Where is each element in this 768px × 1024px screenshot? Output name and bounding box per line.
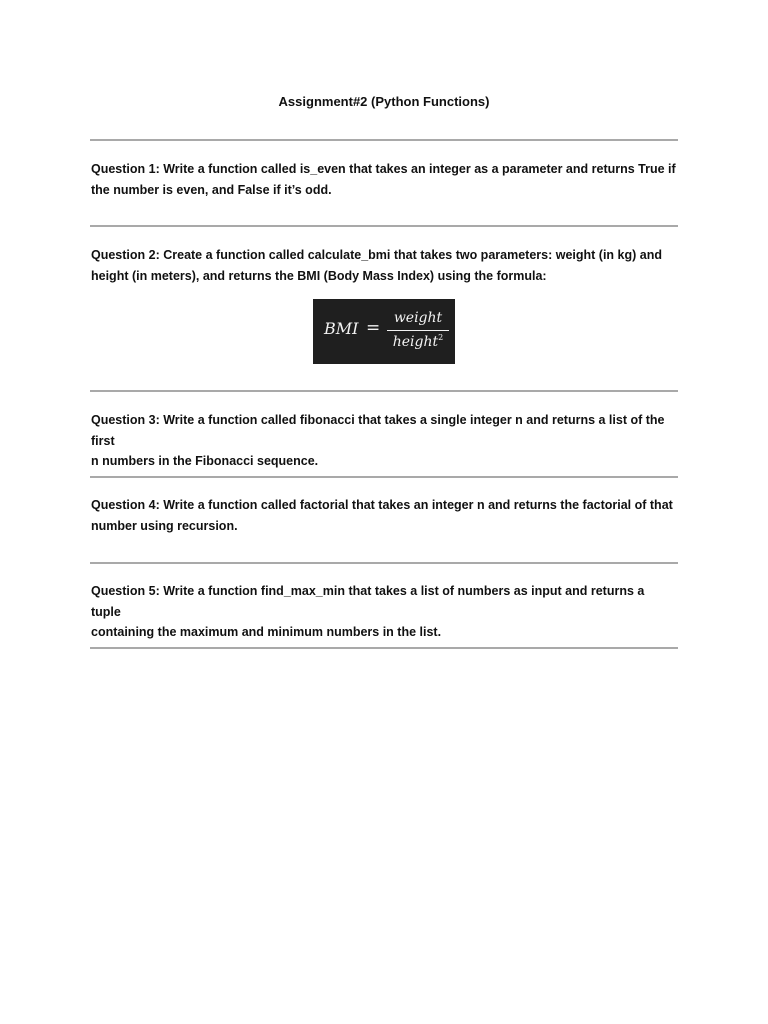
- question-3: [91, 410, 676, 472]
- question-4-line-1: Question 4: Write a function called factorial that takes an integer n and returns the factorial of that: [91, 498, 673, 512]
- question-5-line-1: Question 5: Write a function find_max_min that takes a list of numbers as input and returns a tuple: [91, 584, 645, 619]
- question-1-line-2: the number is even, and False if it’s odd.: [91, 182, 332, 197]
- formula-denominator-text: height: [392, 334, 439, 350]
- question-2-line-1: Question 2: Create a function called calculate_bmi that takes two parameters: weight (in kg) and: [91, 248, 662, 262]
- divider: [90, 476, 678, 478]
- bmi-formula-image: [313, 299, 455, 364]
- divider: [90, 390, 678, 392]
- question-4-line-2: number using recursion.: [91, 518, 238, 533]
- formula-denominator: [387, 333, 449, 350]
- formula-numerator: weight: [393, 310, 443, 326]
- divider: [90, 139, 678, 141]
- fraction-bar: [387, 330, 449, 331]
- question-3-line-2: n numbers in the Fibonacci sequence.: [91, 454, 319, 468]
- question-2-line-2: height (in meters), and returns the BMI (Body Mass Index) using the formula:: [91, 268, 547, 283]
- page-title: Assignment#2 (Python Functions): [278, 94, 490, 109]
- divider: [90, 225, 678, 227]
- divider: [90, 647, 678, 649]
- question-2: [91, 245, 676, 286]
- question-4: [91, 495, 676, 536]
- formula-equals: =: [366, 318, 381, 338]
- formula-lhs: BMI: [324, 319, 359, 338]
- question-1: [91, 159, 676, 200]
- divider: [90, 562, 678, 564]
- question-3-line-1: Question 3: Write a function called fibonacci that takes a single integer n and returns a list of the first: [91, 413, 665, 448]
- formula-exponent: 2: [438, 333, 444, 342]
- question-5-line-2: containing the maximum and minimum numbers in the list.: [91, 625, 442, 639]
- question-1-line-1: Question 1: Write a function called is_even that takes an integer as a parameter and returns True if: [91, 162, 676, 176]
- question-5: [91, 581, 676, 643]
